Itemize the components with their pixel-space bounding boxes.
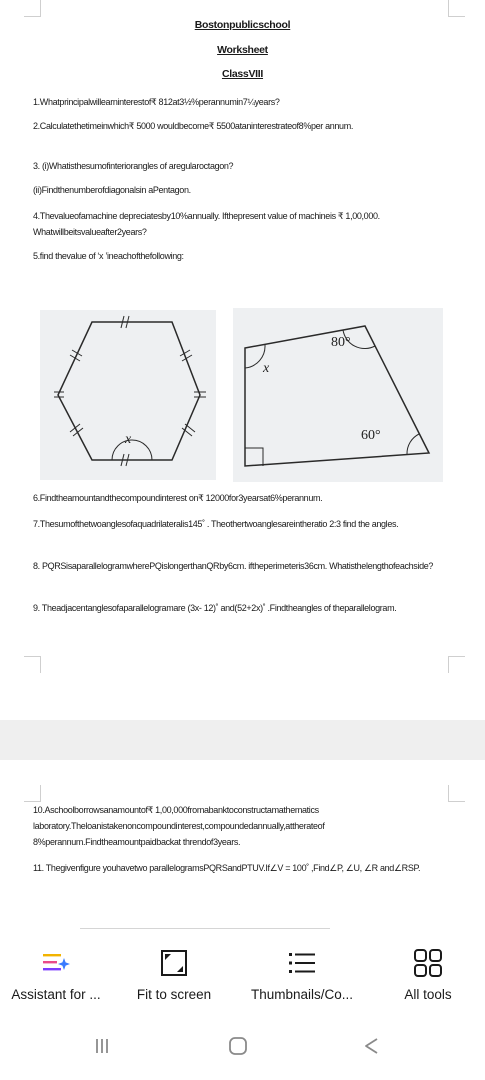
angle-80-label: 80° (331, 335, 351, 350)
question-9: 9. Theadjacentanglesofaparallelogramare (3x- 12)˚ and(52+2x)˚ .Findtheangles of theparallelogram. (33, 603, 397, 613)
document-page-2 (0, 760, 485, 925)
assistant-label: Assistant for ... (11, 987, 101, 1002)
question-8: 8. PQRSisaparallelogramwherePQislongerthanQRby6cm. iftheperimeteris36cm. Whatisthelengthofeachside? (33, 561, 434, 571)
question-11: 11. Thegivenfigure youhavetwo parallelogramsPQRSandPTUV.If∠V = 100˚ ,Find∠P, ∠U, ∠R and∠RSP. (33, 863, 421, 873)
page-corner-mark (24, 656, 41, 673)
question-3-ii: (ii)Findthenumberofdiagonalsin aPentagon. (33, 185, 191, 195)
quadrilateral-figure (233, 308, 443, 482)
fit-to-screen-label: Fit to screen (136, 987, 212, 1002)
system-navigation-bar (0, 1010, 485, 1080)
fit-to-screen-icon (160, 949, 188, 977)
assistant-button[interactable] (0, 945, 112, 1002)
class-title: ClassVIII (221, 68, 264, 80)
question-4: 4.Thevalueofamachine depreciatesby10%annually. Ifthepresent value of machineis ₹ 1,00,000. Whatwillbeitsvalueafter2years? (33, 211, 380, 237)
question-2: 2.Calculatethetimeinwhich₹ 5000 wouldbecome₹ 5500ataninterestrateof8%per annum. (33, 121, 354, 131)
page-corner-mark (24, 785, 41, 802)
page-separator (0, 720, 485, 760)
back-icon[interactable] (362, 1036, 382, 1056)
quadrilateral-x-label: x (263, 361, 270, 376)
page-corner-mark (24, 0, 41, 17)
all-tools-label: All tools (404, 987, 452, 1002)
question-7: 7.Thesumofthetwoanglesofaquadrilateralis145˚ . Theothertwoanglesareintheratio 2:3 find the angles. (33, 519, 399, 529)
question-6: 6.Findtheamountandthecompoundinterest on₹ 12000for3yearsat6%perannum. (33, 493, 323, 503)
thumbnails-label: Thumbnails/Co... (250, 987, 354, 1002)
hexagon-x-label: x (125, 432, 132, 447)
page-corner-mark (448, 0, 465, 17)
all-tools-button[interactable] (372, 945, 484, 1002)
school-name: Bostonpublicschool (194, 19, 291, 31)
bottom-toolbar (0, 930, 485, 1010)
hexagon-figure (40, 310, 216, 480)
home-icon[interactable] (228, 1036, 248, 1056)
fit-to-screen-button[interactable] (118, 945, 230, 1002)
question-10: 10.Aschoolborrowsanamountof₹ 1,00,000fromabanktoconstructamathematics laboratory.Theloanistakenoncompoundinterest,compoundedannually,attherateof 8%perannum.Findtheamountpaidbackat threndof3years. (33, 805, 325, 847)
thumbnails-list-icon (287, 950, 317, 976)
scroll-indicator (80, 928, 330, 929)
recent-apps-icon[interactable] (92, 1036, 112, 1056)
all-tools-grid-icon (413, 948, 443, 978)
question-5: 5.find thevalue of ‘x ’ineachofthefollowing: (33, 251, 184, 261)
angle-60-label: 60° (361, 428, 381, 443)
page-corner-mark (448, 656, 465, 673)
assistant-sparkle-icon (41, 951, 71, 975)
thumbnails-button[interactable] (240, 945, 364, 1002)
question-3-i: 3. (i)Whatisthesumofinteriorangles of aregularoctagon? (33, 161, 234, 171)
page-corner-mark (448, 785, 465, 802)
worksheet-title: Worksheet (217, 44, 268, 56)
question-1: 1.Whatprincipalwillearninterestof₹ 812at3½%perannumin7¼years? (33, 97, 280, 107)
